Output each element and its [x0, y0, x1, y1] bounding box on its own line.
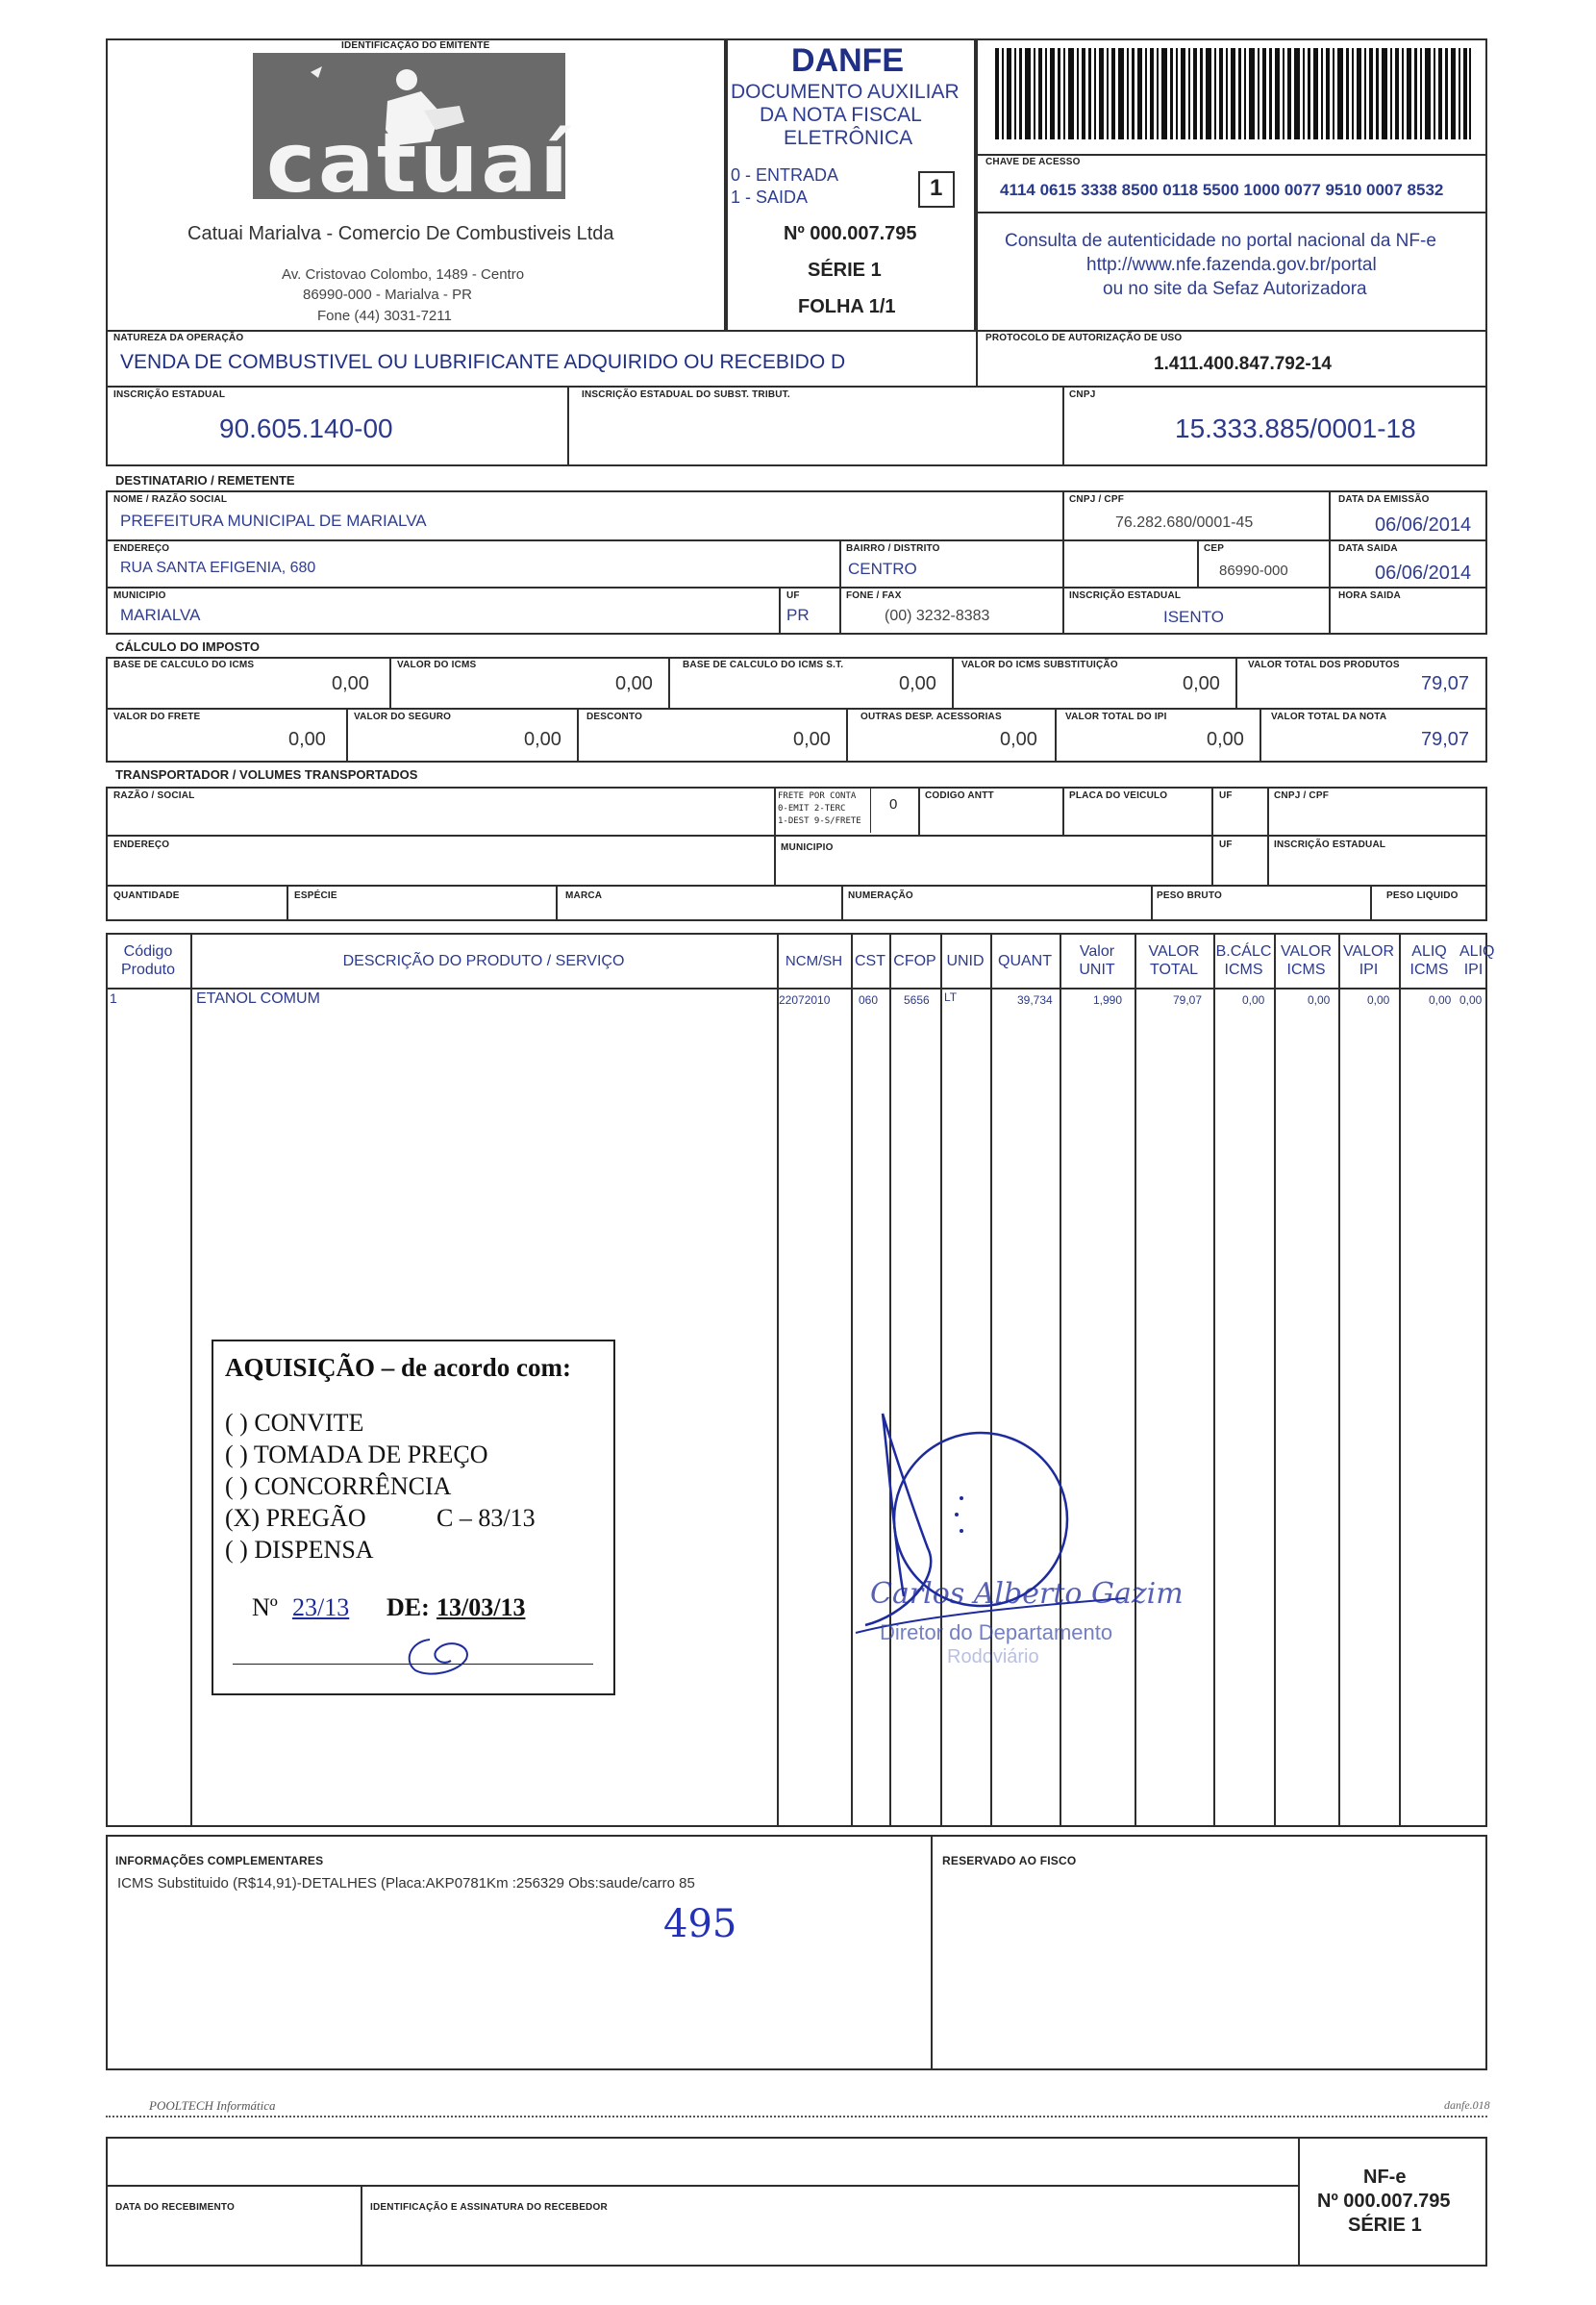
th-vunit — [1060, 942, 1135, 979]
imp-r2-c5 — [1259, 708, 1261, 763]
stamp-opt-pregao-ref: C – 83/13 — [436, 1504, 536, 1532]
emitente-name: Catuai Marialva - Comercio De Combustiveis Ltda — [187, 223, 614, 244]
transp-marca-label: MARCA — [565, 890, 603, 901]
prod-col-10 — [1274, 933, 1276, 1827]
row-codigo: 1 — [110, 990, 117, 1006]
dest-endereco: RUA SANTA EFIGENIA, 680 — [120, 560, 316, 576]
footer-numero: Nº 000.007.795 — [1317, 2191, 1451, 2212]
imp-r1-c4 — [1235, 657, 1237, 708]
prod-col-8 — [1135, 933, 1136, 1827]
dest-uf: PR — [786, 606, 810, 624]
dest-col-5 — [779, 587, 781, 635]
dest-saida: 06/06/2014 — [1375, 563, 1472, 584]
emitente-address: Av. Cristovao Colombo, 1489 - Centro — [282, 266, 525, 283]
dest-hora-label: HORA SAIDA — [1338, 590, 1401, 601]
chave-divider-top — [976, 154, 1487, 156]
imposto-row-line — [106, 708, 1487, 710]
imp-bc-st: 0,00 — [899, 673, 936, 694]
imp-st-label: VALOR DO ICMS SUBSTITUIÇÃO — [961, 660, 1118, 670]
transp-cnpj-label: CNPJ / CPF — [1274, 790, 1330, 801]
transp-peso-bruto-label: PESO BRUTO — [1157, 890, 1222, 901]
produtos-header-line — [106, 988, 1487, 990]
footer-nfe: NF-e — [1363, 2167, 1407, 2188]
th-aipi — [1459, 942, 1495, 979]
imp-ipi-label: VALOR TOTAL DO IPI — [1065, 712, 1167, 722]
imp-outras-label: OUTRAS DESP. ACESSORIAS — [860, 712, 1002, 722]
produtos-header — [106, 933, 1495, 988]
prod-col-11 — [1338, 933, 1340, 1827]
imp-st: 0,00 — [1183, 673, 1220, 694]
imp-bc-icms: 0,00 — [332, 673, 369, 694]
th-vtotal — [1135, 942, 1213, 979]
dest-cep: 86990-000 — [1219, 563, 1288, 579]
transp-col-3 — [1062, 787, 1064, 835]
dest-emissao: 06/06/2014 — [1375, 514, 1472, 536]
imp-total-nota-label: VALOR TOTAL DA NOTA — [1271, 712, 1387, 722]
imp-total-nota: 79,07 — [1421, 729, 1470, 750]
danfe-numero: Nº 000.007.795 — [784, 223, 917, 244]
prod-col-6 — [990, 933, 992, 1827]
transp-antt-label: CODIGO ANTT — [925, 790, 994, 801]
destinatario-section: DESTINATARIO / REMETENTE — [115, 473, 295, 488]
imp-r1-c1 — [389, 657, 391, 708]
transp-endereco-label: ENDEREÇO — [113, 839, 170, 850]
frete-value-box — [870, 789, 915, 833]
stamp-opt-concorrencia: ( ) CONCORRÊNCIA — [225, 1472, 452, 1500]
footer-serie: SÉRIE 1 — [1348, 2215, 1422, 2236]
ie-label: INSCRIÇÃO ESTADUAL — [113, 389, 226, 400]
transp-col-5 — [1267, 787, 1269, 885]
transp-quantidade-label: QUANTIDADE — [113, 890, 180, 901]
transp-col-4 — [1211, 787, 1213, 885]
danfe-code: danfe.018 — [1444, 2098, 1490, 2112]
cut-line — [106, 2116, 1487, 2117]
row-aipi: 0,00 — [1459, 993, 1483, 1007]
inscricao-divider-1 — [567, 386, 569, 466]
prod-col-9 — [1213, 933, 1215, 1827]
stamp-data: 13/03/13 — [436, 1593, 526, 1621]
row-vtotal: 79,07 — [1173, 993, 1203, 1007]
frete-value: 0 — [889, 796, 898, 813]
dest-nome-label: NOME / RAZÃO SOCIAL — [113, 494, 228, 505]
row-vunit: 1,990 — [1093, 993, 1123, 1007]
danfe-title: DANFE — [791, 42, 905, 79]
danfe-subtitle-1: DOCUMENTO AUXILIAR — [731, 81, 960, 103]
th-vtotal-1: VALOR — [1148, 943, 1200, 960]
signature-org: Rodoviário — [947, 1646, 1039, 1667]
signature-role: Diretor do Departamento — [880, 1620, 1113, 1644]
natureza-label: NATUREZA DA OPERAÇÃO — [113, 333, 244, 343]
imp-frete: 0,00 — [288, 729, 326, 750]
stamp-title: AQUISIÇÃO – de acordo com: — [225, 1353, 571, 1382]
prod-col-1 — [190, 933, 192, 1827]
th-codigo — [106, 942, 190, 979]
dest-fone-label: FONE / FAX — [846, 590, 902, 601]
transp-ie-label: INSCRIÇÃO ESTADUAL — [1274, 839, 1386, 850]
transp-especie-label: ESPÉCIE — [294, 890, 337, 901]
dest-bairro: CENTRO — [848, 560, 917, 578]
transp-uf-label: UF — [1219, 790, 1233, 801]
company-logo — [253, 53, 571, 212]
imp-total-produtos: 79,07 — [1421, 673, 1470, 694]
row-descricao: ETANOL COMUM — [196, 990, 320, 1007]
th-vipi-2: IPI — [1359, 962, 1379, 978]
dest-col-2 — [1329, 490, 1331, 635]
transp-numeracao-label: NUMERAÇÃO — [848, 890, 913, 901]
protocolo-value: 1.411.400.847.792-14 — [1154, 354, 1332, 374]
barcode — [995, 48, 1471, 139]
row-quant: 39,734 — [1017, 993, 1053, 1007]
imp-icms-label: VALOR DO ICMS — [397, 660, 477, 670]
dest-cnpj-label: CNPJ / CPF — [1069, 494, 1125, 505]
stamp-initials-icon — [391, 1632, 487, 1680]
th-aicms-1: ALIQ — [1411, 943, 1447, 960]
danfe-saida: 1 - SAIDA — [731, 188, 809, 207]
imp-r1-c3 — [952, 657, 954, 708]
imp-desconto-label: DESCONTO — [586, 712, 643, 722]
row-aicms: 0,00 — [1429, 993, 1452, 1007]
transp-col-8 — [841, 885, 843, 921]
stamp-opt-tomada: ( ) TOMADA DE PREÇO — [225, 1441, 488, 1468]
danfe-folha: FOLHA 1/1 — [798, 296, 896, 317]
th-cfop: CFOP — [893, 953, 936, 969]
dest-nome: PREFEITURA MUNICIPAL DE MARIALVA — [120, 512, 427, 530]
stamp-opt-dispensa: ( ) DISPENSA — [225, 1536, 374, 1564]
row-cst: 060 — [859, 993, 879, 1007]
frete-line-3: 1-DEST 9-S/FRETE — [778, 816, 861, 826]
dest-municipio: MARIALVA — [120, 606, 201, 624]
cnpj-value: 15.333.885/0001-18 — [1175, 413, 1416, 443]
signature-name: Carlos Alberto Gazim — [870, 1577, 1184, 1611]
row-vicms: 0,00 — [1308, 993, 1331, 1007]
recebimento-col-2 — [1298, 2137, 1300, 2267]
row-ncm: 22072010 — [779, 993, 831, 1007]
imposto-section: CÁLCULO DO IMPOSTO — [115, 639, 260, 654]
stamp-numero-label: Nº — [252, 1593, 278, 1621]
dest-uf-label: UF — [786, 590, 800, 601]
prod-col-7 — [1060, 933, 1061, 1827]
th-cst: CST — [855, 953, 885, 969]
transp-col-6 — [287, 885, 288, 921]
th-aicms — [1399, 942, 1459, 979]
dest-fone: (00) 3232-8383 — [885, 608, 990, 624]
natureza-value: VENDA DE COMBUSTIVEL OU LUBRIFICANTE ADQUIRIDO OU RECEBIDO D — [120, 351, 846, 373]
danfe-tipo: 1 — [930, 175, 943, 201]
danfe-subtitle-3: ELETRÔNICA — [784, 127, 913, 149]
th-vunit-1: Valor — [1079, 943, 1115, 960]
transp-col-9 — [1151, 885, 1153, 921]
imp-ipi: 0,00 — [1207, 729, 1244, 750]
th-descricao: DESCRIÇÃO DO PRODUTO / SERVIÇO — [342, 953, 625, 969]
dest-emissao-label: DATA DA EMISSÃO — [1338, 494, 1430, 505]
dest-cep-label: CEP — [1204, 543, 1225, 554]
imp-bc-st-label: BASE DE CALCULO DO ICMS S.T. — [683, 660, 844, 670]
imp-r1-c2 — [668, 657, 670, 708]
stamp-numero: 23/13 — [292, 1593, 350, 1621]
chave-label: CHAVE DE ACESSO — [985, 157, 1081, 167]
barcode-icon — [995, 48, 1471, 139]
transp-row-line-2 — [106, 885, 1487, 887]
th-aipi-2: IPI — [1463, 962, 1484, 978]
transp-placa-label: PLACA DO VEICULO — [1069, 790, 1168, 801]
transp-row-line-1 — [106, 835, 1487, 837]
info-handwritten: 495 — [663, 1902, 737, 1946]
info-label: INFORMAÇÕES COMPLEMENTARES — [115, 1854, 324, 1867]
th-bcalc — [1213, 942, 1274, 979]
recebimento-box — [106, 2137, 1487, 2267]
imp-icms: 0,00 — [615, 673, 653, 694]
emitente-section-label: IDENTIFICAÇÃO DO EMITENTE — [341, 40, 490, 51]
frete-line-1: FRETE POR CONTA — [778, 791, 857, 801]
software-credit: POOLTECH Informática — [149, 2098, 276, 2113]
th-aipi-1: ALIQ — [1459, 943, 1495, 960]
th-quant: QUANT — [998, 953, 1052, 969]
th-vunit-2: UNIT — [1079, 962, 1115, 978]
recebimento-ident-label: IDENTIFICAÇÃO E ASSINATURA DO RECEBEDOR — [370, 2202, 608, 2213]
transp-municipio-label: MUNICIPIO — [781, 842, 834, 853]
th-vicms-2: ICMS — [1286, 962, 1326, 978]
th-codigo-1: Código — [123, 943, 173, 960]
dest-col-1 — [1062, 490, 1064, 635]
consulta-line-2: http://www.nfe.fazenda.gov.br/portal — [1086, 255, 1377, 275]
iest-label: INSCRIÇÃO ESTADUAL DO SUBST. TRIBUT. — [582, 389, 790, 400]
danfe-subtitle-2: DA NOTA FISCAL — [760, 104, 922, 126]
prod-col-3 — [851, 933, 853, 1827]
imp-seguro: 0,00 — [524, 729, 561, 750]
info-box — [106, 1835, 933, 2070]
imp-bc-icms-label: BASE DE CALCULO DO ICMS — [113, 660, 255, 670]
logo-text: catuaí — [266, 115, 571, 212]
th-unid: UNID — [946, 953, 985, 969]
transp-uf2-label: UF — [1219, 839, 1233, 850]
table-row — [106, 990, 1487, 1010]
dest-cnpj: 76.282.680/0001-45 — [1115, 514, 1254, 531]
row-bcalc: 0,00 — [1242, 993, 1265, 1007]
transp-peso-liquido-label: PESO LIQUIDO — [1386, 890, 1459, 901]
imp-r2-c4 — [1055, 708, 1057, 763]
emitente-city: 86990-000 - Marialva - PR — [303, 287, 472, 303]
ie-value: 90.605.140-00 — [219, 413, 393, 443]
transp-col-2 — [918, 787, 920, 835]
transp-col-7 — [556, 885, 558, 921]
imp-desconto: 0,00 — [793, 729, 831, 750]
danfe-serie: SÉRIE 1 — [808, 260, 882, 281]
danfe-entrada: 0 - ENTRADA — [731, 165, 839, 185]
inscricao-divider-2 — [1062, 386, 1064, 466]
reservado-label: RESERVADO AO FISCO — [942, 1854, 1077, 1867]
info-text: ICMS Substituido (R$14,91)-DETALHES (Placa:AKP0781Km :256329 Obs:saude/carro 85 — [117, 1875, 695, 1892]
stamp-de-label: DE: — [387, 1593, 430, 1621]
row-cfop: 5656 — [904, 993, 930, 1007]
aquisicao-stamp — [212, 1340, 615, 1695]
dest-bairro-label: BAIRRO / DISTRITO — [846, 543, 940, 554]
emitente-phone: Fone (44) 3031-7211 — [317, 308, 452, 324]
transp-col-10 — [1370, 885, 1372, 921]
prod-col-4 — [889, 933, 891, 1827]
dest-col-3 — [839, 539, 841, 635]
dest-row-line-2 — [106, 587, 1487, 589]
recebimento-col-1 — [361, 2185, 362, 2267]
imp-r2-c1 — [346, 708, 348, 763]
prod-col-2 — [777, 933, 779, 1827]
stamp-opt-convite: ( ) CONVITE — [225, 1409, 364, 1437]
row-unid: LT — [944, 990, 958, 1004]
transportador-section: TRANSPORTADOR / VOLUMES TRANSPORTADOS — [115, 767, 418, 782]
th-bcalc-1: B.CÁLC — [1215, 943, 1272, 960]
dest-row-line-1 — [106, 539, 1487, 541]
dest-ie: ISENTO — [1163, 608, 1224, 626]
reservado-box — [931, 1835, 1487, 2070]
imp-r2-c2 — [577, 708, 579, 763]
th-codigo-2: Produto — [120, 962, 176, 978]
recebimento-data-label: DATA DO RECEBIMENTO — [115, 2202, 235, 2213]
th-bcalc-2: ICMS — [1224, 962, 1263, 978]
th-vipi — [1338, 942, 1399, 979]
th-vipi-1: VALOR — [1342, 943, 1395, 960]
th-aicms-2: ICMS — [1409, 962, 1449, 978]
prod-col-5 — [940, 933, 942, 1827]
dest-col-4 — [1197, 539, 1199, 587]
chave-divider-bottom — [976, 212, 1487, 213]
stamp-opt-pregao: (X) PREGÃO — [225, 1504, 366, 1532]
recebimento-row-line — [106, 2185, 1298, 2187]
th-vicms-1: VALOR — [1280, 943, 1333, 960]
th-vtotal-2: TOTAL — [1149, 962, 1199, 978]
imp-outras: 0,00 — [1000, 729, 1037, 750]
imp-seguro-label: VALOR DO SEGURO — [354, 712, 452, 722]
consulta-line-3: ou no site da Sefaz Autorizadora — [1103, 279, 1367, 299]
protocolo-label: PROTOCOLO DE AUTORIZAÇÃO DE USO — [985, 333, 1183, 343]
chave-value: 4114 0615 3338 8500 0118 5500 1000 0077 9510 0007 8532 — [1000, 181, 1444, 199]
imp-frete-label: VALOR DO FRETE — [113, 712, 201, 722]
th-vicms — [1274, 942, 1338, 979]
th-ncm: NCM/SH — [785, 953, 843, 969]
frete-line-2: 0-EMIT 2-TERC — [778, 804, 846, 814]
dest-municipio-label: MUNICIPIO — [113, 590, 166, 601]
row-vipi: 0,00 — [1367, 993, 1390, 1007]
consulta-line-1: Consulta de autenticidade no portal nacional da NF-e — [1005, 231, 1436, 251]
prod-col-12 — [1399, 933, 1401, 1827]
dest-ie-label: INSCRIÇÃO ESTADUAL — [1069, 590, 1182, 601]
cnpj-label: CNPJ — [1069, 389, 1096, 400]
imp-r2-c3 — [846, 708, 848, 763]
transp-razao-label: RAZÃO / SOCIAL — [113, 790, 195, 801]
imp-total-produtos-label: VALOR TOTAL DOS PRODUTOS — [1248, 660, 1400, 670]
dest-endereco-label: ENDEREÇO — [113, 543, 170, 554]
dest-saida-label: DATA SAIDA — [1338, 543, 1398, 554]
